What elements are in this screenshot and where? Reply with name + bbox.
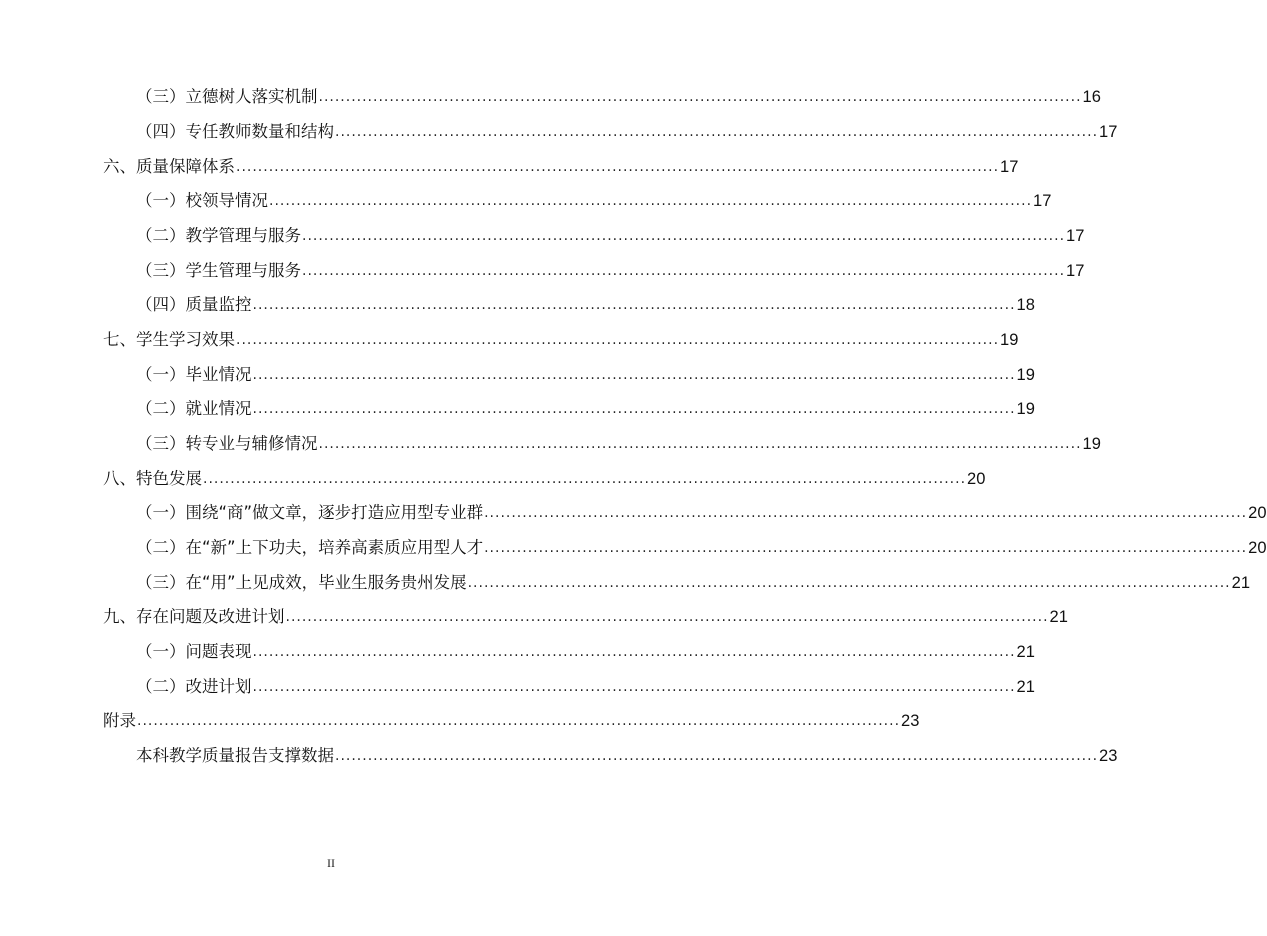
toc-entry[interactable]: [136, 362, 1035, 386]
toc-entry-title: 七、学生学习效果: [103, 330, 235, 349]
dot-leader: ............................................................................................................................................: [335, 748, 1099, 764]
toc-entry[interactable]: [136, 84, 1101, 108]
toc-entry-page: 21: [1016, 678, 1035, 696]
toc-entry-title: （四）专任教师数量和结构: [136, 122, 334, 141]
dot-leader: ............................................................................................................................................: [484, 540, 1248, 556]
toc-entry-title: 八、特色发展: [103, 469, 202, 488]
toc-entry-title: （四）质量监控: [136, 295, 252, 314]
toc-entry-title: （三）学生管理与服务: [136, 261, 301, 280]
toc-entry[interactable]: [136, 639, 1035, 663]
dot-leader: ............................................................................................................................................: [302, 263, 1066, 279]
toc-entry-title: 附录: [103, 711, 136, 730]
toc-entry-page: 17: [1066, 262, 1085, 280]
toc-entry[interactable]: [103, 604, 1068, 628]
toc-entry-page: 20: [1248, 539, 1267, 557]
toc-entry-page: 17: [1033, 192, 1052, 210]
dot-leader: ............................................................................................................................................: [318, 436, 1082, 452]
dot-leader: ............................................................................................................................................: [269, 193, 1033, 209]
toc-entry[interactable]: [136, 570, 1250, 594]
toc-entry[interactable]: [136, 674, 1035, 698]
page-number-footer: II: [327, 856, 335, 870]
toc-entry-title: （二）教学管理与服务: [136, 226, 301, 245]
toc-entry-page: 18: [1016, 296, 1035, 314]
dot-leader: ............................................................................................................................................: [285, 609, 1049, 625]
toc-entry-page: 21: [1049, 608, 1068, 626]
toc-entry-page: 20: [1248, 504, 1267, 522]
toc-entry-title: 本科教学质量报告支撑数据: [136, 746, 334, 765]
toc-entry-page: 19: [1082, 435, 1101, 453]
dot-leader: ............................................................................................................................................: [318, 89, 1082, 105]
toc-entry[interactable]: [136, 119, 1118, 143]
toc-entry-page: 19: [1016, 366, 1035, 384]
toc-entry[interactable]: [103, 154, 1019, 178]
toc-entry[interactable]: [136, 258, 1085, 282]
toc-entry-page: 17: [1099, 123, 1118, 141]
toc-entry[interactable]: [136, 188, 1052, 212]
toc-entry-page: 17: [1000, 158, 1019, 176]
toc-entry[interactable]: [103, 466, 986, 490]
toc-entry[interactable]: [136, 431, 1101, 455]
dot-leader: ............................................................................................................................................: [203, 471, 967, 487]
toc-entry-title: （三）在“用”上见成效，毕业生服务贵州发展: [136, 573, 467, 592]
toc-entry[interactable]: [136, 396, 1035, 420]
toc-entry-title: （一）毕业情况: [136, 365, 252, 384]
toc-entry[interactable]: [103, 708, 920, 732]
toc-entry[interactable]: [136, 500, 1267, 524]
toc-entry-page: 21: [1231, 574, 1250, 592]
toc-entry-title: （一）校领导情况: [136, 191, 268, 210]
dot-leader: ............................................................................................................................................: [252, 297, 1016, 313]
toc-entry-page: 20: [967, 470, 986, 488]
dot-leader: ............................................................................................................................................: [137, 713, 901, 729]
toc-entry[interactable]: [103, 327, 1019, 351]
dot-leader: ............................................................................................................................................: [236, 159, 1000, 175]
toc-entry-title: （二）在“新”上下功夫，培养高素质应用型人才: [136, 538, 484, 557]
dot-leader: ............................................................................................................................................: [252, 679, 1016, 695]
toc-entry-page: 19: [1016, 400, 1035, 418]
toc-entry-page: 17: [1066, 227, 1085, 245]
dot-leader: ............................................................................................................................................: [302, 228, 1066, 244]
dot-leader: ............................................................................................................................................: [252, 401, 1016, 417]
dot-leader: ............................................................................................................................................: [252, 644, 1016, 660]
dot-leader: ............................................................................................................................................: [467, 575, 1231, 591]
toc-entry-title: （二）改进计划: [136, 677, 252, 696]
toc-entry-title: （一）围绕“商”做文章，逐步打造应用型专业群: [136, 503, 484, 522]
toc-entry-title: （三）转专业与辅修情况: [136, 434, 318, 453]
dot-leader: ............................................................................................................................................: [236, 332, 1000, 348]
dot-leader: ............................................................................................................................................: [484, 505, 1248, 521]
dot-leader: ............................................................................................................................................: [335, 124, 1099, 140]
toc-entry[interactable]: [136, 292, 1035, 316]
toc-entry[interactable]: [136, 535, 1267, 559]
dot-leader: ............................................................................................................................................: [252, 367, 1016, 383]
toc-entry-title: 九、存在问题及改进计划: [103, 607, 285, 626]
toc-entry[interactable]: [136, 743, 1118, 767]
toc-entry-page: 23: [901, 712, 920, 730]
toc-entry-page: 21: [1016, 643, 1035, 661]
toc-entry-page: 16: [1082, 88, 1101, 106]
toc-entry-title: 六、质量保障体系: [103, 157, 235, 176]
toc-entry-page: 23: [1099, 747, 1118, 765]
toc-entry-title: （二）就业情况: [136, 399, 252, 418]
toc-entry-title: （一）问题表现: [136, 642, 252, 661]
toc-entry[interactable]: [136, 223, 1085, 247]
toc-entry-page: 19: [1000, 331, 1019, 349]
toc-entry-title: （三）立德树人落实机制: [136, 87, 318, 106]
